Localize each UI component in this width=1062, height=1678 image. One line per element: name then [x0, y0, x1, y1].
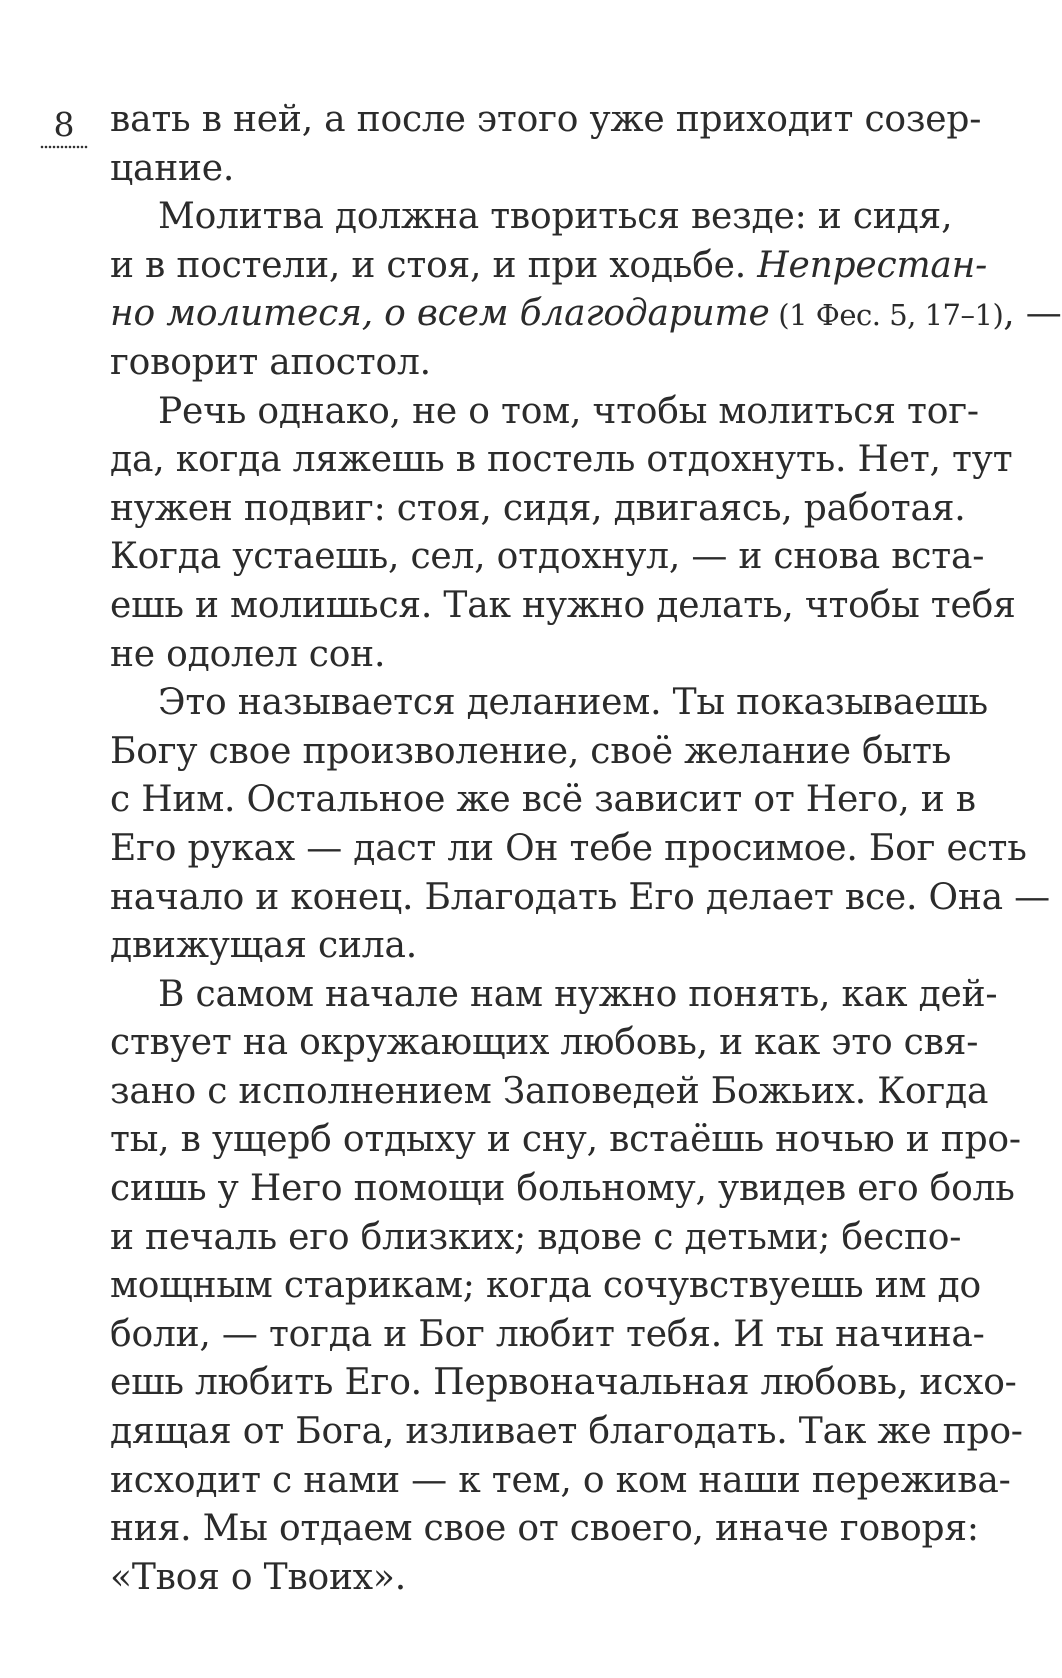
text-line: Когда устаешь, сел, отдохнул, — и снова вста- [110, 536, 985, 578]
text-line: с Ним. Остальное же всё зависит от Него, и в [110, 779, 976, 821]
text-line: вать в ней, а после этого уже приходит созер- [110, 99, 982, 140]
text-line: и печаль его близких; вдове с детьми; беспо- [110, 1216, 962, 1258]
scripture-reference: (1 Фес. 5, 17–1) [769, 298, 1004, 333]
text-line: нужен подвиг: стоя, сидя, двигаясь, работая. [110, 487, 966, 529]
text-line: В самом начале нам нужно понять, как дей- [158, 973, 998, 1015]
text-line [110, 242, 988, 291]
text-line [110, 290, 1062, 339]
text-run: , — [1003, 293, 1062, 335]
body-text [110, 96, 1062, 1602]
text-line: Это называется деланием. Ты показываешь [158, 682, 988, 724]
text-line: ния. Мы отдаем свое от своего, иначе говоря: [110, 1508, 979, 1550]
text-line: ствует на окружающих любовь, и как это свя- [110, 1022, 979, 1064]
page-number-block [34, 105, 94, 149]
text-line: движущая сила. [110, 925, 417, 967]
text-run: и в постели, и стоя, и при ходьбе. [110, 244, 758, 286]
text-line: начало и конец. Благодать Его делает все. Она — [110, 876, 1050, 918]
text-line: сишь у Него помощи больному, увидев его боль [110, 1168, 1015, 1210]
text-line: боли, — тогда и Бог любит тебя. И ты начина- [110, 1313, 985, 1355]
text-line: да, когда ляжешь в постель отдохнуть. Нет, тут [110, 439, 1013, 481]
text-line: ты, в ущерб отдыху и сну, встаёшь ночью и про- [110, 1119, 1021, 1161]
text-line: Богу свое произволение, своё желание быть [110, 730, 952, 772]
text-line: не одолел сон. [110, 633, 386, 675]
quotation-italic: Непрестан- [757, 244, 988, 286]
text-line: мощным старикам; когда сочувствуешь им до [110, 1265, 981, 1307]
text-line: «Твоя о Твоих». [110, 1556, 406, 1598]
text-line: дящая от Бога, изливает благодать. Так же про- [110, 1411, 1023, 1453]
text-line: говорит апостол. [110, 341, 431, 383]
text-line: ешь любить Его. Первоначальная любовь, исхо- [110, 1362, 1017, 1404]
page-number: 8 [53, 105, 75, 144]
text-line: Речь однако, не о том, чтобы молиться тог- [158, 390, 979, 432]
text-line: исходит с нами — к тем, о ком наши пережива- [110, 1459, 1011, 1501]
text-line: Молитва должна твориться везде: и сидя, [158, 196, 953, 238]
quotation-italic: но молитеся, о всем благодарите [110, 293, 770, 335]
text-line: зано с исполнением Заповедей Божьих. Когда [110, 1070, 989, 1112]
text-line: цание. [110, 147, 235, 189]
page-number-dotted-underline [40, 145, 88, 149]
text-line: ешь и молишься. Так нужно делать, чтобы тебя [110, 584, 1016, 626]
text-line: Его руках — даст ли Он тебе просимое. Бог есть [110, 827, 1027, 869]
